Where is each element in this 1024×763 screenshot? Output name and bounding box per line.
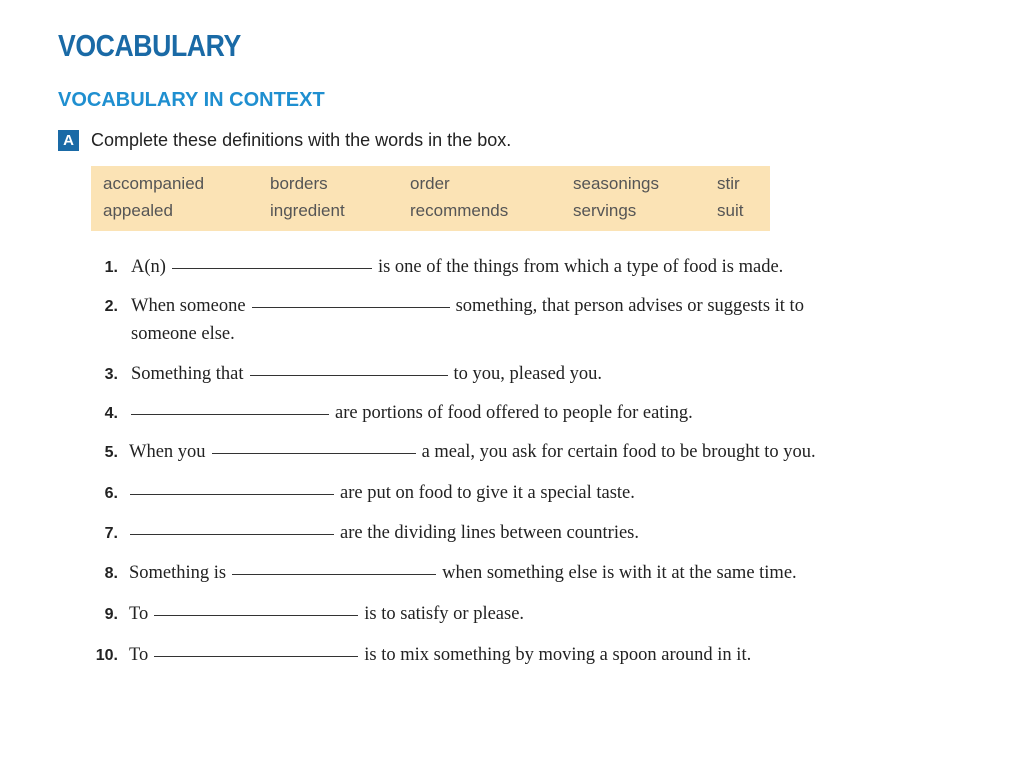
item-text-after: is to satisfy or please.	[364, 604, 525, 624]
item-text-after: something, that person advises or suggests it to	[455, 296, 804, 316]
item-number: 4.	[104, 405, 118, 422]
word-box-word: borders	[270, 174, 328, 193]
answer-blank[interactable]	[212, 452, 416, 454]
answer-blank[interactable]	[172, 267, 372, 269]
item-text-before: When you	[129, 442, 206, 462]
word-box-word: recommends	[410, 201, 509, 220]
item-number: 1.	[104, 259, 118, 276]
instruction-text: Complete these definitions with the words in the box.	[91, 130, 512, 150]
item-text-before: When someone	[131, 296, 246, 316]
item-number: 3.	[104, 366, 118, 383]
item-text-continued: someone else.	[131, 324, 235, 344]
item-text-after: a meal, you ask for certain food to be brought to you.	[421, 442, 816, 462]
item-text-after: is one of the things from which a type of food is made.	[377, 257, 784, 277]
word-box-word: order	[410, 174, 450, 193]
item-text-after: is to mix something by moving a spoon around in it.	[364, 645, 752, 665]
item-text-before: To	[129, 645, 149, 665]
item-number: 7.	[104, 525, 118, 542]
word-box-word: suit	[717, 201, 744, 220]
item-text-after: when something else is with it at the same time.	[442, 563, 797, 583]
item-text-before: To	[129, 604, 149, 624]
exercise-instruction	[58, 130, 511, 151]
answer-blank[interactable]	[232, 573, 436, 575]
word-box-word: accompanied	[103, 174, 205, 193]
item-text-after: to you, pleased you.	[453, 364, 603, 384]
section-title: VOCABULARY IN CONTEXT	[58, 89, 325, 111]
word-box-word: stir	[717, 174, 740, 193]
item-text-before: A(n)	[131, 257, 166, 277]
item-text-before: Something that	[131, 364, 244, 384]
word-box-word: ingredient	[270, 201, 345, 220]
answer-blank[interactable]	[252, 306, 450, 308]
word-box-word: appealed	[103, 201, 173, 220]
answer-blank[interactable]	[130, 493, 334, 495]
item-text-after: are the dividing lines between countries.	[340, 523, 639, 543]
word-box-word: servings	[573, 201, 637, 220]
answer-blank[interactable]	[130, 533, 334, 535]
item-text-after: are portions of food offered to people for eating.	[335, 403, 693, 423]
item-text-after: are put on food to give it a special taste.	[340, 483, 635, 503]
answer-blank[interactable]	[131, 413, 329, 415]
answer-blank[interactable]	[154, 655, 358, 657]
answer-blank[interactable]	[154, 614, 358, 616]
word-box-word: seasonings	[573, 174, 660, 193]
item-number: 2.	[104, 298, 118, 315]
page-title: VOCABULARY	[58, 28, 241, 63]
item-number: 8.	[104, 565, 118, 582]
answer-blank[interactable]	[250, 374, 448, 376]
item-number: 6.	[104, 485, 118, 502]
item-text-before: Something is	[129, 563, 227, 583]
item-number: 9.	[104, 606, 118, 623]
item-number: 10.	[95, 647, 118, 664]
exercise-badge: A	[58, 130, 79, 151]
item-number: 5.	[104, 444, 118, 461]
word-box	[91, 166, 770, 231]
